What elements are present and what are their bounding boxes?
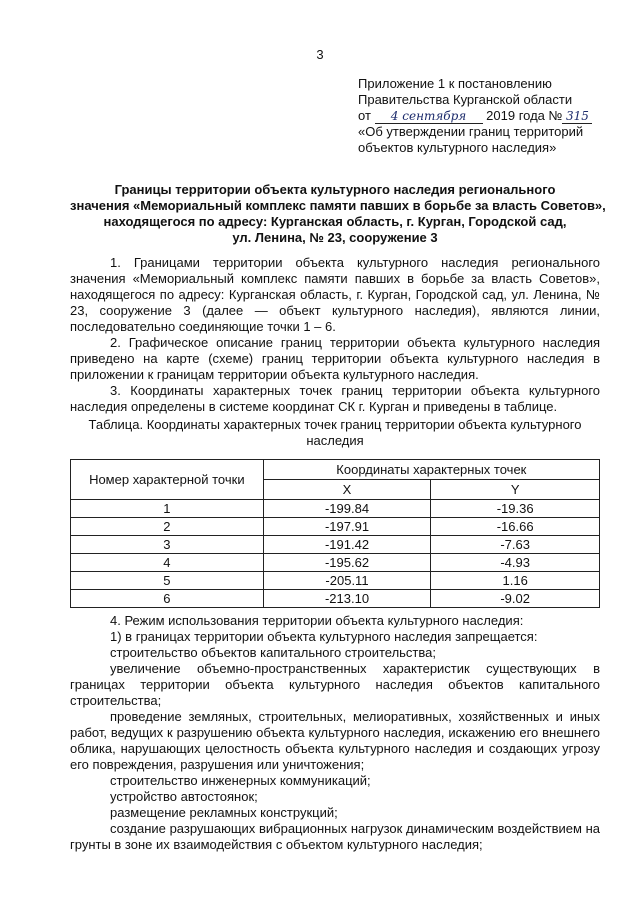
coordinates-table [70, 459, 600, 608]
date-prefix: от [358, 108, 371, 123]
header-coordinates: Координаты характерных точек [263, 460, 599, 480]
cell-point: 2 [71, 518, 264, 536]
cell-point: 1 [71, 500, 264, 518]
list-item: строительство объектов капитального строительства; [110, 645, 436, 660]
paragraph-2: 2. Графическое описание границ территории объекта культурного наследия приведено на карте (схеме) границ территории объекта культурного наследия в приложении к границам территории объекта культурного наследия. [70, 335, 600, 382]
cell-y: 1.16 [431, 572, 600, 590]
cell-point: 5 [71, 572, 264, 590]
table-row [71, 536, 600, 554]
list-item: создание разрушающих вибрационных нагрузок динамическим воздействием на грунты в зоне их взаимодействия с объектом культурного наследия; [70, 821, 600, 852]
header-x: X [263, 480, 431, 500]
table-caption: Таблица. Координаты характерных точек границ территории объекта культурного наследия [88, 417, 582, 448]
cell-x: -195.62 [263, 554, 431, 572]
cell-x: -197.91 [263, 518, 431, 536]
paragraph-4: 4. Режим использования территории объекта культурного наследия: [110, 613, 524, 628]
regime-section [70, 613, 600, 853]
header-y: Y [431, 480, 600, 500]
appendix-line-2: Правительства Курганской области [358, 92, 573, 107]
year-text: 2019 года № [486, 108, 563, 123]
cell-y: -16.66 [431, 518, 600, 536]
cell-y: -19.36 [431, 500, 600, 518]
appendix-line-4: «Об утверждении границ территорий [358, 124, 584, 139]
table-row [71, 554, 600, 572]
intro-paragraphs [70, 255, 600, 415]
appendix-header [358, 76, 618, 156]
list-item: устройство автостоянок; [110, 789, 258, 804]
table-row [71, 500, 600, 518]
header-point-number: Номер характерной точки [71, 460, 264, 500]
appendix-line-5: объектов культурного наследия» [358, 140, 557, 155]
cell-x: -205.11 [263, 572, 431, 590]
cell-point: 3 [71, 536, 264, 554]
list-item: проведение земляных, строительных, мелиоративных, хозяйственных и иных работ, ведущих к разрушению объекта культурного наследия, искажению его внешнего облика, нарушающих целостность объекта культурного наследия и создающих угрозу его повреждения, разрушения или уничтожения; [70, 709, 600, 772]
table-row [71, 518, 600, 536]
list-item: размещение рекламных конструкций; [110, 805, 338, 820]
cell-point: 4 [71, 554, 264, 572]
cell-point: 6 [71, 590, 264, 608]
appendix-date-line [358, 108, 618, 124]
handwritten-number: 315 [562, 109, 592, 124]
handwritten-date: 4 сентября [375, 109, 483, 124]
title-line-3: находящегося по адресу: Курганская область, г. Курган, Городской сад, [103, 214, 567, 229]
list-item: строительство инженерных коммуникаций; [110, 773, 371, 788]
subsection-1: 1) в границах территории объекта культурного наследия запрещается: [110, 629, 538, 644]
table-row [71, 590, 600, 608]
title-line-2: значения «Мемориальный комплекс памяти павших в борьбе за власть Советов», [70, 198, 606, 213]
paragraph-1: 1. Границами территории объекта культурного наследия регионального значения «Мемориальный комплекс памяти павших в борьбе за власть Советов», находящегося по адресу: Курганская область, г. Курган, Городской сад, ул. Ленина, № 23, сооружение 3 (далее — объект культурного наследия), являются линии, последовательно соединяющие точки 1 – 6. [70, 255, 600, 334]
cell-y: -4.93 [431, 554, 600, 572]
cell-x: -213.10 [263, 590, 431, 608]
list-item: увеличение объемно-пространственных характеристик существующих в границах территории объекта культурного наследия объектов капитального строительства; [70, 661, 600, 708]
cell-x: -191.42 [263, 536, 431, 554]
paragraph-3: 3. Координаты характерных точек границ территории объекта культурного наследия определены в системе координат СК г. Курган и приведены в таблице. [70, 383, 600, 414]
appendix-line-1: Приложение 1 к постановлению [358, 76, 552, 91]
cell-x: -199.84 [263, 500, 431, 518]
cell-y: -9.02 [431, 590, 600, 608]
title-line-1: Границы территории объекта культурного наследия регионального [114, 182, 556, 197]
document-title [70, 182, 606, 246]
cell-y: -7.63 [431, 536, 600, 554]
title-line-4: ул. Ленина, № 23, сооружение 3 [232, 230, 438, 245]
table-row [71, 572, 600, 590]
page-number: 3 [316, 47, 324, 62]
